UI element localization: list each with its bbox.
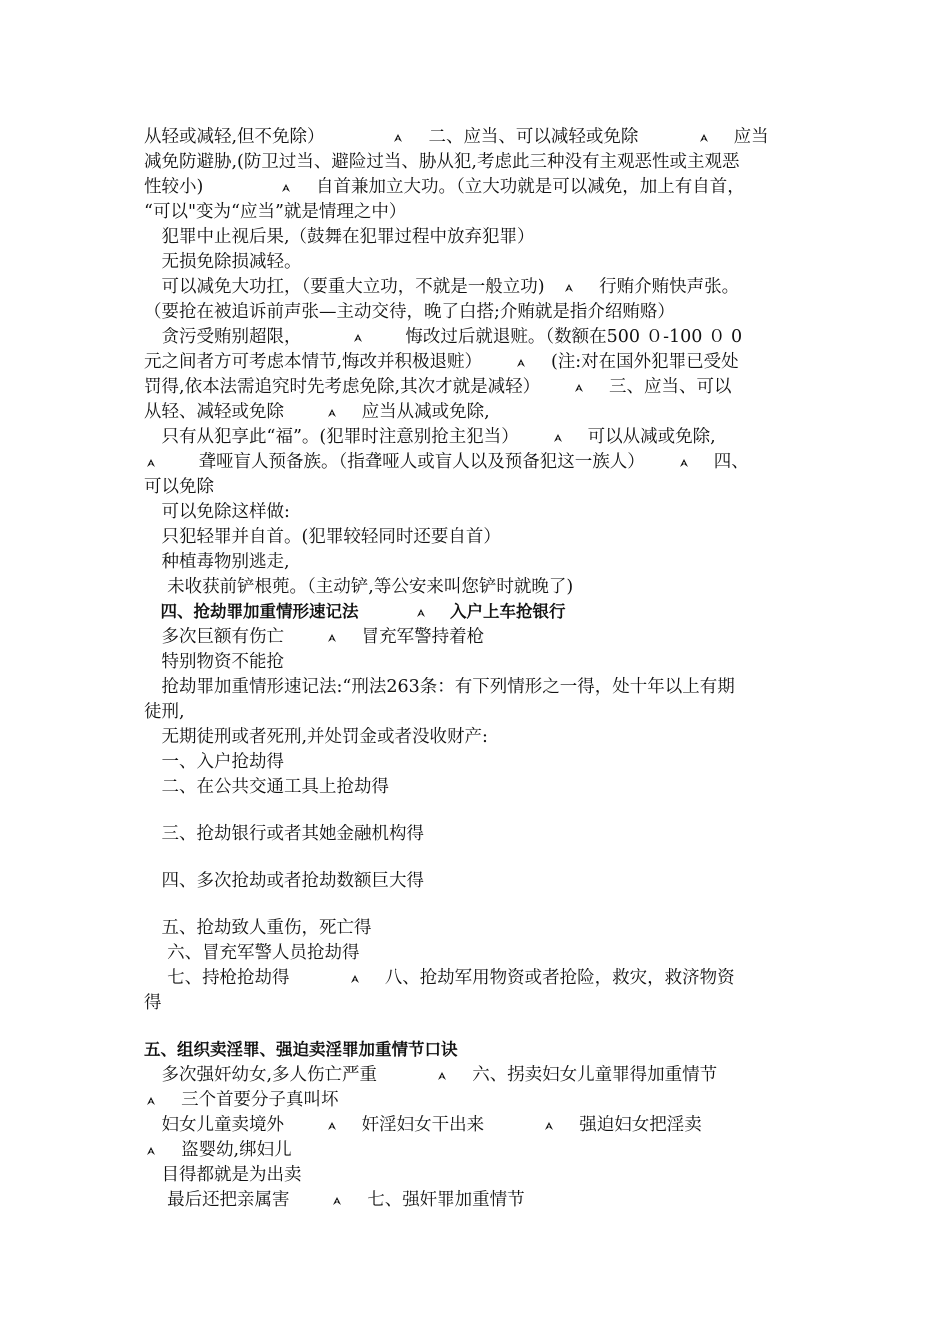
text-line: 贪污受贿别超限， 悔改过后就退赃。（数额在500 ０-100 ０ 0: [144, 327, 743, 347]
pen-nib-icon: [553, 433, 563, 443]
pen-nib-icon: [327, 408, 337, 418]
text-line: 得: [144, 993, 162, 1013]
text-line: 从轻、减轻或免除 应当从减或免除,: [144, 402, 490, 422]
text-line: 四、多次抢劫或者抢劫数额巨大得: [144, 871, 424, 891]
text-line: 无期徒刑或者死刑,并处罚金或者没收财产:: [144, 727, 488, 747]
text-line: “可以"变为“应当”就是情理之中）: [144, 202, 407, 222]
text-line: 可以减免大功扛，（要重大立功，不就是一般立功) 行贿介贿快声张。: [144, 277, 740, 297]
text-line: 六、冒充军警人员抢劫得: [144, 943, 360, 963]
text-line: 未收获前铲根蔸。（主动铲,等公安来叫您铲时就晚了): [144, 577, 574, 597]
pen-nib-icon: [574, 383, 584, 393]
pen-nib-icon: [327, 1121, 337, 1131]
pen-nib-icon: [416, 608, 426, 618]
text-line: 目得都就是为出卖: [144, 1165, 302, 1185]
pen-nib-icon: [393, 133, 403, 143]
pen-nib-icon: [332, 1196, 342, 1206]
pen-nib-icon: [437, 1071, 447, 1081]
pen-nib-icon: [281, 183, 291, 193]
section-heading: 五、组织卖淫罪、强迫卖淫罪加重情节口诀: [144, 1040, 458, 1059]
text-line: 聋哑盲人预备族。（指聋哑人或盲人以及预备犯这一族人） 四、: [144, 450, 749, 474]
text-line: 从轻或减轻,但不免除） 二、应当、可以减轻或免除 应当: [144, 127, 769, 147]
text-line: 一、入户抢劫得: [144, 752, 284, 772]
pen-nib-icon: [516, 358, 526, 368]
text-line: 五、抢劫致人重伤，死亡得: [144, 918, 372, 938]
text-line: 元之间者方可考虑本情节,悔改并积极退赃） (注:对在国外犯罪已受处: [144, 352, 739, 372]
text-line: 只犯轻罪并自首。(犯罪较轻同时还要自首）: [144, 527, 501, 547]
pen-nib-icon: [146, 1096, 156, 1106]
text-line: 种植毒物别逃走,: [144, 552, 290, 572]
text-line: 罚得,依本法需追究时先考虑免除,其次才就是减轻） 三、应当、可以: [144, 377, 732, 397]
text-line: 妇女儿童卖境外 奸淫妇女干出来 强迫妇女把淫卖: [144, 1115, 702, 1135]
pen-nib-icon: [679, 458, 689, 468]
pen-nib-icon: [353, 333, 363, 343]
text-line: 特别物资不能抢: [144, 652, 284, 672]
text-line: 三、抢劫银行或者其她金融机构得: [144, 824, 424, 844]
pen-nib-icon: [327, 633, 337, 643]
pen-nib-icon: [146, 458, 156, 468]
pen-nib-icon: [146, 1146, 156, 1156]
text-line: 无损免除损减轻。: [144, 252, 302, 272]
text-line: 多次强奸幼女,多人伤亡严重 六、拐卖妇女儿童罪得加重情节: [144, 1065, 718, 1085]
text-line: 只有从犯享此“福”。(犯罪时注意别抢主犯当） 可以从减或免除,: [144, 427, 716, 447]
text-line: 可以免除这样做:: [144, 502, 290, 522]
pen-nib-icon: [564, 283, 574, 293]
text-line: 抢劫罪加重情形速记法:“刑法263条：有下列情形之一得，处十年以上有期: [144, 677, 735, 697]
text-line: 最后还把亲属害 七、强奸罪加重情节: [144, 1190, 525, 1210]
pen-nib-icon: [544, 1121, 554, 1131]
pen-nib-icon: [699, 133, 709, 143]
text-line: 犯罪中止视后果,（鼓舞在犯罪过程中放弃犯罪）: [144, 227, 535, 247]
text-line: 多次巨额有伤亡 冒充军警持着枪: [144, 627, 485, 647]
pen-nib-icon: [350, 974, 360, 984]
text-line: 减免防避胁,(防卫过当、避险过当、胁从犯,考虑此三种没有主观恶性或主观恶: [144, 152, 740, 172]
section-heading: 四、抢劫罪加重情形速记法 入户上车抢银行: [144, 602, 566, 621]
text-line: 徒刑,: [144, 702, 185, 722]
text-line: 二、在公共交通工具上抢劫得: [144, 777, 389, 797]
text-line: 可以免除: [144, 477, 214, 497]
text-line: 七、持枪抢劫得 八、抢劫军用物资或者抢险，救灾，救济物资: [144, 968, 735, 988]
text-line: 性较小) 自首兼加立大功。（立大功就是可以减免，加上有自首，: [144, 177, 745, 197]
text-line: 盗婴幼,绑妇儿: [144, 1138, 292, 1162]
text-line: （要抢在被追诉前声张—主动交待，晚了白搭;介贿就是指介绍贿赂）: [144, 302, 675, 322]
text-line: 三个首要分子真叫坏: [144, 1088, 339, 1112]
